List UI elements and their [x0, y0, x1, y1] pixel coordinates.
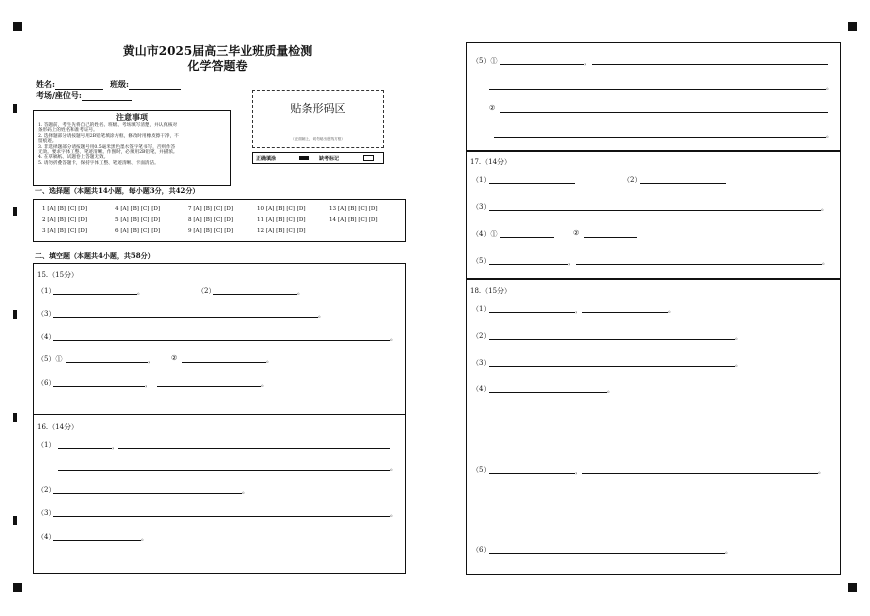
mc-item[interactable]: 1 [A] [B] [C] [D] [42, 206, 88, 212]
q18-part5a-answer-line[interactable] [489, 473, 575, 474]
notice-title: 注意事项 [116, 112, 148, 122]
mc-item[interactable]: 4 [A] [B] [C] [D] [115, 206, 161, 212]
punct: 。 [826, 131, 833, 139]
q18-part2-label: （2） [472, 332, 491, 340]
q15-continuation-box [466, 42, 841, 151]
q16-part1c-answer-line[interactable] [58, 470, 390, 471]
q17-part5-label: （5） [472, 257, 491, 265]
q18-part1-label: （1） [472, 305, 491, 313]
q15-part6a-answer-line[interactable] [53, 386, 145, 387]
q15-part6b-answer-line[interactable] [157, 386, 261, 387]
punct: 。 [818, 467, 825, 475]
punct: 。 [242, 487, 249, 495]
q17-part4-label: （4）① [472, 230, 498, 238]
punct: ， [148, 356, 155, 364]
q15-cont-part5-label: （5）① [472, 57, 498, 65]
seat-label: 考场/座位号: [36, 90, 82, 100]
q15-part5b-answer-line[interactable] [182, 362, 266, 363]
correct-fill-swatch [299, 156, 309, 160]
paper-title: 化学答题卷 [187, 59, 248, 73]
punct: 。 [137, 288, 144, 296]
registration-mark-top-left [13, 22, 22, 31]
exam-title: 黄山市2025届高三毕业班质量检测 [122, 44, 313, 58]
mc-answer-box [33, 199, 406, 242]
punct: 。 [261, 380, 268, 388]
punct: 。 [735, 360, 742, 368]
q15-part3-label: （3） [37, 310, 56, 318]
q18-part2-answer-line[interactable] [489, 339, 735, 340]
punct: ， [575, 306, 582, 314]
q16-part4-answer-line[interactable] [53, 540, 141, 541]
q17-part3-label: （3） [472, 203, 491, 211]
section2-heading: 二、填空题（本题共4小题，共58分） [35, 251, 155, 260]
punct: 。 [826, 83, 833, 91]
q17-part5a-answer-line[interactable] [489, 264, 568, 265]
q16-part4-label: （4） [37, 533, 56, 541]
punct: 。 [266, 356, 273, 364]
punct: 。 [735, 333, 742, 341]
registration-mark-bottom-right [848, 583, 857, 592]
q17-part2-label: （2） [623, 176, 642, 184]
q15-cont-part5c-answer-line[interactable] [489, 89, 826, 90]
q18-part4-label: （4） [472, 385, 491, 393]
q18-part3-answer-line[interactable] [489, 366, 735, 367]
punct: ， [112, 442, 119, 450]
q18-part6-label: （6） [472, 546, 491, 554]
q18-title: 18.（15分） [470, 287, 512, 295]
registration-mark-top-right [848, 22, 857, 31]
q15-cont-part5b-answer-line[interactable] [592, 64, 828, 65]
q18-part1a-answer-line[interactable] [489, 312, 575, 313]
mc-item[interactable]: 9 [A] [B] [C] [D] [188, 228, 234, 234]
q18-part6-answer-line[interactable] [489, 553, 725, 554]
punct: 。 [822, 258, 829, 266]
q18-part1b-answer-line[interactable] [582, 312, 668, 313]
q17-part5b-answer-line[interactable] [576, 264, 822, 265]
q15-part5-label: （5）① [37, 355, 63, 363]
notice-line: 3. 非选择题部分请按题号用0.5毫米黑色墨水签字笔书写，否则作答 [38, 144, 176, 150]
punct: 。 [141, 534, 148, 542]
mc-item[interactable]: 12 [A] [B] [C] [D] [257, 228, 306, 234]
notice-line: 无效。要求字体工整、笔迹清晰。作图时，必须用2B铅笔，并描浓。 [38, 150, 178, 156]
q17-part4a-answer-line[interactable] [500, 237, 554, 238]
punct: ， [568, 258, 575, 266]
class-field[interactable] [110, 79, 181, 90]
q17-part4b-label: ② [573, 229, 580, 237]
q17-part1-label: （1） [472, 176, 491, 184]
notice-box [33, 110, 231, 186]
q15-part5b-label: ② [171, 354, 178, 362]
q16-part2-label: （2） [37, 486, 56, 494]
q17-title: 17.（14分） [470, 158, 512, 166]
barcode-title: 贴条形码区 [290, 102, 346, 115]
barcode-area [252, 90, 384, 148]
notice-line: 4. 在草稿纸、试题卷上答题无效。 [38, 155, 109, 161]
punct: 。 [297, 288, 304, 296]
q15-q16-divider [34, 414, 405, 415]
q15-title: 15.（15分） [37, 271, 79, 279]
punct: 。 [725, 547, 732, 555]
q15-cont-part5d-answer-line[interactable] [500, 112, 828, 113]
q16-part1-label: （1） [37, 441, 56, 449]
q17-part1-answer-line[interactable] [489, 183, 575, 184]
timing-mark [13, 516, 17, 525]
q15-part2-answer-line[interactable] [213, 294, 297, 295]
q15-cont-part5a-answer-line[interactable] [500, 64, 584, 65]
timing-mark [13, 207, 17, 216]
q15-part5a-answer-line[interactable] [66, 362, 148, 363]
punct: ， [145, 380, 152, 388]
q16-part2-answer-line[interactable] [53, 493, 242, 494]
q16-part3-label: （3） [37, 509, 56, 517]
mc-item[interactable]: 10 [A] [B] [C] [D] [257, 206, 306, 212]
q17-answer-box [466, 151, 841, 279]
punct: 。 [390, 510, 397, 518]
punct: 。 [607, 386, 614, 394]
section1-heading: 一、选择题（本题共14小题，每小题3分，共42分） [35, 186, 200, 195]
mc-item[interactable]: 2 [A] [B] [C] [D] [42, 217, 88, 223]
q16-part1b-answer-line[interactable] [118, 448, 390, 449]
notice-line: 条形码上的姓名和准考证号。 [38, 128, 98, 134]
mc-item[interactable]: 6 [A] [B] [C] [D] [115, 228, 161, 234]
mc-item[interactable]: 3 [A] [B] [C] [D] [42, 228, 88, 234]
q15-q16-answer-box [33, 263, 406, 574]
q17-part3-answer-line[interactable] [489, 210, 821, 211]
mc-item[interactable]: 11 [A] [B] [C] [D] [257, 217, 306, 223]
q16-part1a-answer-line[interactable] [58, 448, 112, 449]
q15-part4-label: （4） [37, 333, 56, 341]
q15-part1-label: （1） [37, 287, 56, 295]
barcode-note: （正面朝上，切勿贴出虚线方框） [291, 137, 345, 141]
notice-line: 5. 请勿折叠答题卡，保持字体工整、笔迹清晰、卡面清洁。 [38, 160, 159, 166]
punct: ， [584, 58, 591, 66]
punct: 。 [390, 464, 397, 472]
q15-part6-label: （6） [37, 379, 56, 387]
registration-mark-bottom-left [13, 583, 22, 592]
punct: 。 [668, 306, 675, 314]
q18-part5b-answer-line[interactable] [582, 473, 818, 474]
q16-part3-answer-line[interactable] [53, 516, 390, 517]
seat-field[interactable] [36, 90, 132, 101]
punct: 。 [821, 204, 828, 212]
mc-item[interactable]: 13 [A] [B] [C] [D] [329, 206, 378, 212]
punct: 。 [390, 334, 397, 342]
mc-item[interactable]: 14 [A] [B] [C] [D] [329, 217, 378, 223]
notice-line: 2. 选择题部分请按题号用2B铅笔填涂方框，修改时用橡皮擦干净，不 [38, 133, 179, 139]
q17-part2-answer-line[interactable] [640, 183, 726, 184]
q16-title: 16.（14分） [37, 423, 79, 431]
punct: ， [575, 467, 582, 475]
notice-line: 1. 答题前，考生先将自己的姓名、班级、考场填写清楚，并认真核对 [38, 123, 178, 128]
notice-line: 留痕迹。 [38, 139, 57, 145]
q17-part4b-answer-line[interactable] [584, 237, 637, 238]
timing-mark [13, 104, 17, 113]
correct-fill-label: 正确填涂 [256, 156, 277, 162]
mc-item[interactable]: 8 [A] [B] [C] [D] [188, 217, 234, 223]
q18-part5-label: （5） [472, 466, 491, 474]
q15-part1-answer-line[interactable] [53, 294, 137, 295]
absent-mark-box[interactable] [363, 155, 374, 161]
mc-item[interactable]: 7 [A] [B] [C] [D] [188, 206, 234, 212]
q15-cont-part5e-answer-line[interactable] [494, 137, 826, 138]
timing-mark [13, 310, 17, 319]
q15-part4-answer-line[interactable] [53, 340, 390, 341]
class-label: 班级: [110, 79, 129, 89]
q15-part3-answer-line[interactable] [53, 317, 318, 318]
punct: 。 [318, 311, 325, 319]
timing-mark [13, 413, 17, 422]
q15-cont-part5b-label: ② [489, 104, 496, 112]
q15-part2-label: （2） [197, 287, 216, 295]
fill-example [252, 152, 384, 164]
mc-item[interactable]: 5 [A] [B] [C] [D] [115, 217, 161, 223]
absent-mark-label: 缺考标记 [319, 156, 340, 162]
q18-part3-label: （3） [472, 359, 491, 367]
name-label: 姓名: [36, 79, 55, 89]
q18-part4-answer-line[interactable] [489, 392, 607, 393]
name-field[interactable] [36, 79, 103, 90]
q18-answer-box [466, 279, 841, 575]
